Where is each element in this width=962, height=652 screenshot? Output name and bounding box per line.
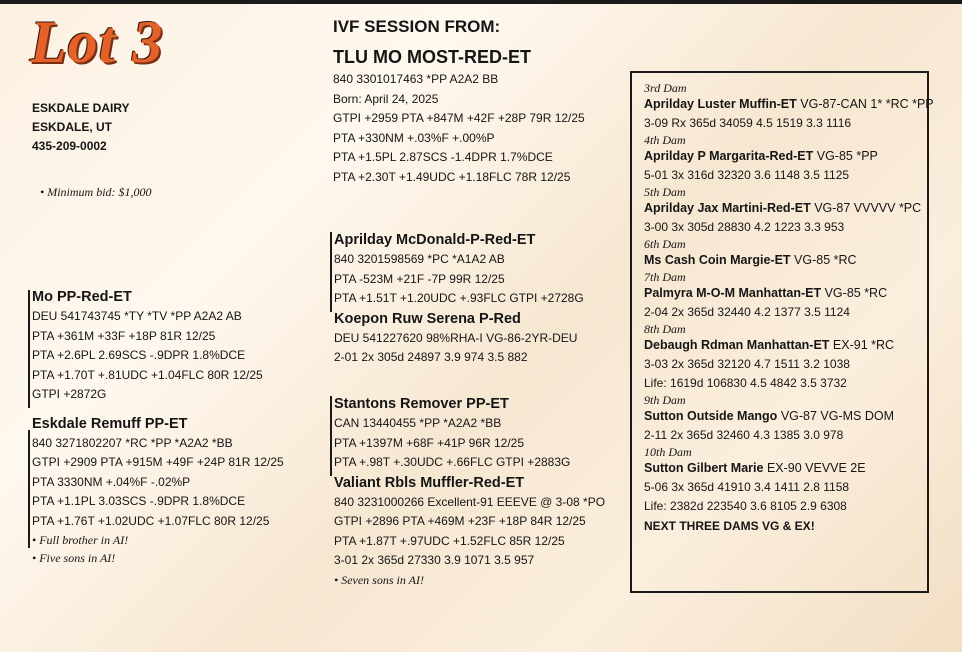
sire-bracket xyxy=(28,290,30,408)
dam-entry-title: Aprilday Jax Martini-Red-ET xyxy=(644,201,811,215)
dam-entry-title: Aprilday P Margarita-Red-ET xyxy=(644,149,814,163)
dam-entry-score: EX-90 VEVVE 2E xyxy=(766,461,866,475)
mgs-name: Eskdale Remuff PP-ET xyxy=(32,415,188,432)
dam-entry-title: Sutton Gilbert Marie xyxy=(644,461,764,475)
dam-record: 3-09 Rx 365d 34059 4.5 1519 3.3 1116 xyxy=(644,116,852,130)
granddam-note: • Seven sons in AI! xyxy=(334,572,424,587)
granddam-sire-line: PTA +.98T +.30UDC +.66FLC GTPI +2883G xyxy=(334,455,571,469)
dam-record: 3-00 3x 305d 28830 4.2 1223 3.3 953 xyxy=(644,220,845,234)
dam-entry-score: VG-85 *RC xyxy=(824,286,888,300)
consignor-phone: 435-209-0002 xyxy=(32,139,107,153)
dam-label: 5th Dam xyxy=(644,185,686,199)
mgs-bracket xyxy=(28,430,30,548)
dam-entry-score: VG-87-CAN 1* *RC *PP xyxy=(800,97,934,111)
dam-lifetime: Life: 1619d 106830 4.5 4842 3.5 3732 xyxy=(644,376,847,390)
dam-label: 8th Dam xyxy=(644,322,686,336)
granddam-line: PTA +1.87T +.97UDC +1.52FLC 85R 12/25 xyxy=(334,533,565,548)
dam-lifetime: Life: 2382d 223540 3.6 8105 2.9 6308 xyxy=(644,499,847,513)
dam-entry-score: EX-91 *RC xyxy=(832,338,895,352)
mgs-line: PTA +1.76T +1.02UDC +1.07FLC 80R 12/25 xyxy=(32,513,270,528)
sire-line: PTA +1.70T +.81UDC +1.04FLC 80R 12/25 xyxy=(32,367,263,382)
dam-stack-box xyxy=(630,71,934,593)
dam-label: 7th Dam xyxy=(644,270,686,284)
granddam-line: 840 3231000266 Excellent-91 EEEVE @ 3-08 *PO xyxy=(334,494,606,509)
mgs-line: PTA +1.1PL 3.03SCS -.9DPR 1.8%DCE xyxy=(32,494,246,508)
dam-entry-title: Ms Cash Coin Margie-ET xyxy=(644,253,791,267)
dam-record: 2-11 2x 365d 32460 4.3 1385 3.0 978 xyxy=(644,428,844,442)
granddam-sire-line: PTA +1397M +68F +41P 96R 12/25 xyxy=(334,435,525,450)
dam-label: 10th Dam xyxy=(644,445,692,459)
dam-entry-name xyxy=(644,251,927,270)
dam-sire-line: PTA -523M +21F -7P 99R 12/25 xyxy=(334,271,505,286)
dam-sire-line: 840 3201598569 *PC *A1A2 AB xyxy=(334,252,505,266)
ivf-animal xyxy=(333,16,585,187)
dam-entry-score: VG-85 *RC xyxy=(794,253,857,267)
granddam-sire-bracket xyxy=(330,396,332,476)
minimum-bid: • Minimum bid: $1,000 xyxy=(40,185,152,199)
granddam-pedigree xyxy=(334,394,605,589)
consignor-info xyxy=(32,99,130,156)
dam-entry-name xyxy=(644,284,927,303)
mgs-line: 840 3271802207 *RC *PP *A2A2 *BB xyxy=(32,435,233,450)
dam-entry-name xyxy=(644,147,927,166)
dam-entry-score: VG-85 *PP xyxy=(816,149,878,163)
dam-entry-title: Aprilday Luster Muffin-ET xyxy=(644,97,797,111)
sire-pedigree xyxy=(32,287,284,567)
dam-entry-name xyxy=(644,336,927,355)
dam-line: 2-01 2x 305d 24897 3.9 974 3.5 882 xyxy=(334,350,528,364)
dam-entry-name xyxy=(644,459,927,478)
consignor-location: ESKDALE, UT xyxy=(32,120,113,134)
dam-entry-title: Palmyra M-O-M Manhattan-ET xyxy=(644,286,822,300)
ivf-heading: IVF SESSION FROM: xyxy=(333,17,501,36)
dam-sire-name: Aprilday McDonald-P-Red-ET xyxy=(334,232,536,248)
sire-note: • Five sons in AI! xyxy=(32,551,116,565)
dam-line: DEU 541227620 98%RHA-I VG-86-2YR-DEU xyxy=(334,330,578,345)
ivf-line: PTA +1.5PL 2.87SCS -1.4DPR 1.7%DCE xyxy=(333,150,553,164)
dam-record: 3-03 2x 365d 32120 4.7 1511 3.2 1038 xyxy=(644,357,850,371)
ivf-line: 840 3301017463 *PP A2A2 BB xyxy=(333,72,499,86)
dam-record: 2-04 2x 365d 32440 4.2 1377 3.5 1124 xyxy=(644,305,850,319)
dam-sire-bracket xyxy=(330,232,332,312)
dam-entry-name xyxy=(644,95,934,114)
top-rule xyxy=(0,0,962,4)
sire-note: • Full brother in AI! xyxy=(32,533,129,547)
dam-pedigree xyxy=(334,230,584,368)
dam-sire-line: PTA +1.51T +1.20UDC +.93FLC GTPI +2728G xyxy=(334,291,584,305)
dam-label: 3rd Dam xyxy=(644,81,687,95)
sire-line: GTPI +2872G xyxy=(32,387,107,401)
dam-entry-name xyxy=(644,407,927,426)
granddam-line: GTPI +2896 PTA +469M +23F +18P 84R 12/25 xyxy=(334,514,586,528)
ivf-line: PTA +2.30T +1.49UDC +1.18FLC 78R 12/25 xyxy=(333,169,571,184)
dam-label: 9th Dam xyxy=(644,393,686,407)
granddam-sire-name: Stantons Remover PP-ET xyxy=(334,396,509,412)
dam-record: 5-01 3x 316d 32320 3.6 1148 3.5 1125 xyxy=(644,168,850,182)
dam-label: 6th Dam xyxy=(644,237,686,251)
sire-line: DEU 541743745 *TY *TV *PP A2A2 AB xyxy=(32,309,242,323)
dam-label: 4th Dam xyxy=(644,133,686,147)
dam-entry-title: Sutton Outside Mango xyxy=(644,409,778,423)
mgs-line: PTA 3330NM +.04%F -.02%P xyxy=(32,474,191,489)
ivf-line: PTA +330NM +.03%F +.00%P xyxy=(333,130,495,145)
sire-name: Mo PP-Red-ET xyxy=(32,289,132,305)
dam-record: 5-06 3x 365d 41910 3.4 1411 2.8 1158 xyxy=(644,480,850,494)
ivf-line: GTPI +2959 PTA +847M +42F +28P 79R 12/25 xyxy=(333,111,585,125)
dam-entry-score: VG-87 VVVVV *PC xyxy=(814,201,922,215)
sire-line: PTA +2.6PL 2.69SCS -.9DPR 1.8%DCE xyxy=(32,348,246,362)
ivf-line: Born: April 24, 2025 xyxy=(333,91,439,106)
ivf-animal-name: TLU MO MOST-RED-ET xyxy=(333,47,531,67)
lot-title: Lot 3 xyxy=(30,9,164,75)
granddam-line: 3-01 2x 365d 27330 3.9 1071 3.5 957 xyxy=(334,553,535,567)
granddam-name: Valiant Rbls Muffler-Red-ET xyxy=(334,474,525,491)
next-dams-note: NEXT THREE DAMS VG & EX! xyxy=(644,519,815,533)
granddam-sire-line: CAN 13440455 *PP *A2A2 *BB xyxy=(334,416,502,430)
dam-entry-title: Debaugh Rdman Manhattan-ET xyxy=(644,338,830,352)
mgs-line: GTPI +2909 PTA +915M +49F +24P 81R 12/25 xyxy=(32,455,284,469)
dam-name: Koepon Ruw Serena P-Red xyxy=(334,310,521,327)
dam-entry-name xyxy=(644,199,927,218)
sire-line: PTA +361M +33F +18P 81R 12/25 xyxy=(32,328,216,343)
dam-entry-score: VG-87 VG-MS DOM xyxy=(780,409,895,423)
consignor-name: ESKDALE DAIRY xyxy=(32,101,130,115)
